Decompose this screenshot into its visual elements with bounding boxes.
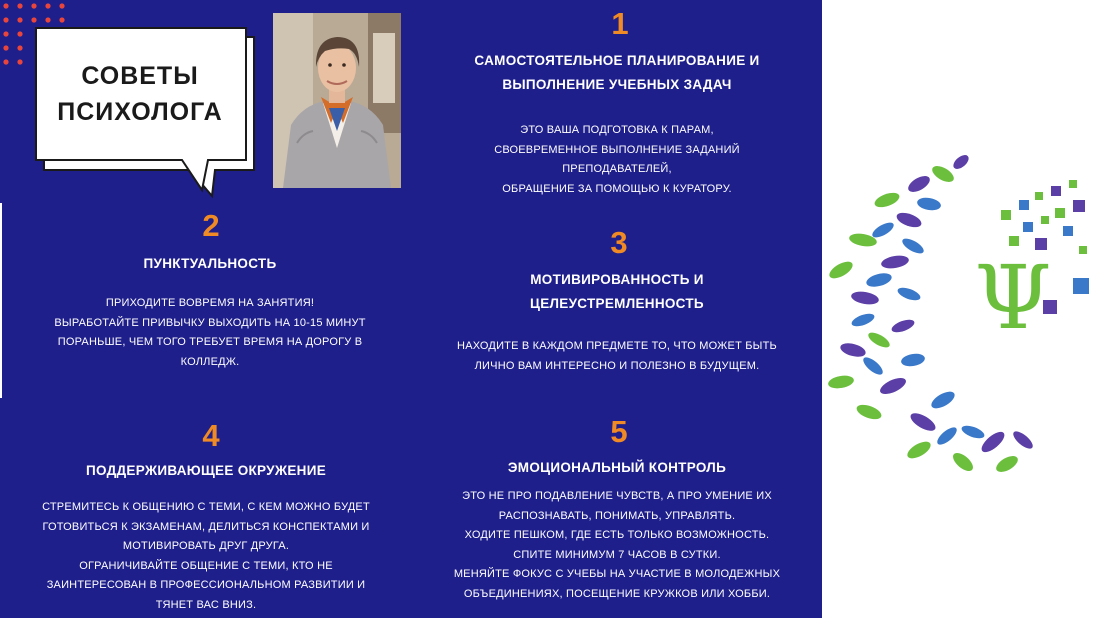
psychologist-photo (273, 13, 401, 188)
tip-2-text-line: ВЫРАБОТАЙТЕ ПРИВЫЧКУ ВЫХОДИТЬ НА 10-15 МИНУТ (54, 316, 366, 329)
tip-1-text-line: ПРЕПОДАВАТЕЛЕЙ, (562, 163, 672, 176)
tip-5-text-line: РАСПОЗНАВАТЬ, ПОНИМАТЬ, УПРАВЛЯТЬ. (498, 509, 736, 522)
tip-2-text-line: ПОРАНЬШЕ, ЧЕМ ТОГО ТРЕБУЕТ ВРЕМЯ НА ДОРОГУ В (57, 336, 363, 349)
tip-3-title (440, 268, 794, 316)
tip-2-text-line: КОЛЛЕДЖ. (180, 355, 240, 368)
psi-symbol: Ψ (974, 246, 1052, 349)
tip-1-title (440, 49, 794, 97)
tip-5-title-line: ЭМОЦИОНАЛЬНЫЙ КОНТРОЛЬ (507, 460, 727, 475)
tip-5-text-line: ЭТО НЕ ПРО ПОДАВЛЕНИЕ ЧУВСТВ, А ПРО УМЕНИЕ ИХ (462, 490, 772, 502)
tip-4-text-line: ГОТОВИТЬСЯ К ЭКЗАМЕНАМ, ДЕЛИТЬСЯ КОНСПЕКТАМИ И (42, 520, 370, 533)
tip-4-number: 4 (202, 418, 220, 453)
tip-4-text-line: МОТИВИРОВАТЬ ДРУГ ДРУГА. (122, 540, 290, 553)
tip-5-text (430, 487, 804, 605)
tip-4-text (30, 498, 382, 616)
page-title (40, 58, 240, 130)
tip-1-number: 1 (611, 6, 629, 41)
tip-1-title-line: САМОСТОЯТЕЛЬНОЕ ПЛАНИРОВАНИЕ И (474, 53, 760, 68)
tip-4-text-line: ОГРАНИЧИВАЙТЕ ОБЩЕНИЕ С ТЕМИ, КТО НЕ (79, 559, 333, 572)
tip-5-number: 5 (610, 414, 628, 449)
tip-2-text-line: ПРИХОДИТЕ ВОВРЕМЯ НА ЗАНЯТИЯ! (105, 297, 315, 309)
tip-1-text (440, 121, 794, 199)
tip-2-title-line: ПУНКТУАЛЬНОСТЬ (143, 256, 277, 271)
title-line-2: ПСИХОЛОГА (57, 98, 223, 126)
title-line-1: СОВЕТЫ (81, 62, 199, 90)
tip-5-title (430, 456, 804, 480)
tip-5-text-line: СПИТЕ МИНИМУМ 7 ЧАСОВ В СУТКИ. (513, 548, 721, 561)
tip-5-text-line: МЕНЯЙТЕ ФОКУС С УЧЕБЫ НА УЧАСТИЕ В МОЛОДЕЖНЫХ (453, 568, 781, 581)
tip-1-text-line: ОБРАЩЕНИЕ ЗА ПОМОЩЬЮ К КУРАТОРУ. (502, 182, 732, 195)
tip-3-text-line: ЛИЧНО ВАМ ИНТЕРЕСНО И ПОЛЕЗНО В БУДУЩЕМ. (474, 359, 760, 372)
tip-2-number: 2 (202, 208, 220, 243)
tip-1-title-line: ВЫПОЛНЕНИЕ УЧЕБНЫХ ЗАДАЧ (502, 77, 732, 92)
tip-3-text-line: НАХОДИТЕ В КАЖДОМ ПРЕДМЕТЕ ТО, ЧТО МОЖЕТ БЫТЬ (457, 340, 777, 352)
tip-2-title (40, 252, 380, 276)
tip-3-text (440, 337, 794, 376)
tip-3-title-line: ЦЕЛЕУСТРЕМЛЕННОСТЬ (530, 296, 704, 311)
tip-5-text-line: ОБЪЕДИНЕНИЯХ, ПОСЕЩЕНИЕ КРУЖКОВ ИЛИ ХОББИ. (463, 587, 771, 600)
tip-4-title (30, 459, 382, 483)
tip-1-text-line: ЭТО ВАША ПОДГОТОВКА К ПАРАМ, (520, 124, 714, 136)
tip-2-text (40, 294, 380, 372)
tip-4-text-line: СТРЕМИТЕСЬ К ОБЩЕНИЮ С ТЕМИ, С КЕМ МОЖНО БУДЕТ (42, 501, 370, 513)
tip-1-text-line: СВОЕВРЕМЕННОЕ ВЫПОЛНЕНИЕ ЗАДАНИЙ (494, 143, 740, 156)
tip-3-title-line: МОТИВИРОВАННОСТЬ И (530, 272, 704, 287)
tip-4-text-line: ТЯНЕТ ВАС ВНИЗ. (155, 598, 257, 611)
tip-4-text-line: ЗАИНТЕРЕСОВАН В ПРОФЕССИОНАЛЬНОМ РАЗВИТИИ И (46, 579, 366, 592)
tip-4-title-line: ПОДДЕРЖИВАЮЩЕЕ ОКРУЖЕНИЕ (85, 463, 327, 478)
psychology-logo-icon (823, 150, 1100, 485)
tip-3-number: 3 (610, 225, 628, 260)
tip-5-text-line: ХОДИТЕ ПЕШКОМ, ГДЕ ЕСТЬ ТОЛЬКО ВОЗМОЖНОСТЬ. (464, 529, 770, 542)
divider-line (0, 203, 2, 398)
